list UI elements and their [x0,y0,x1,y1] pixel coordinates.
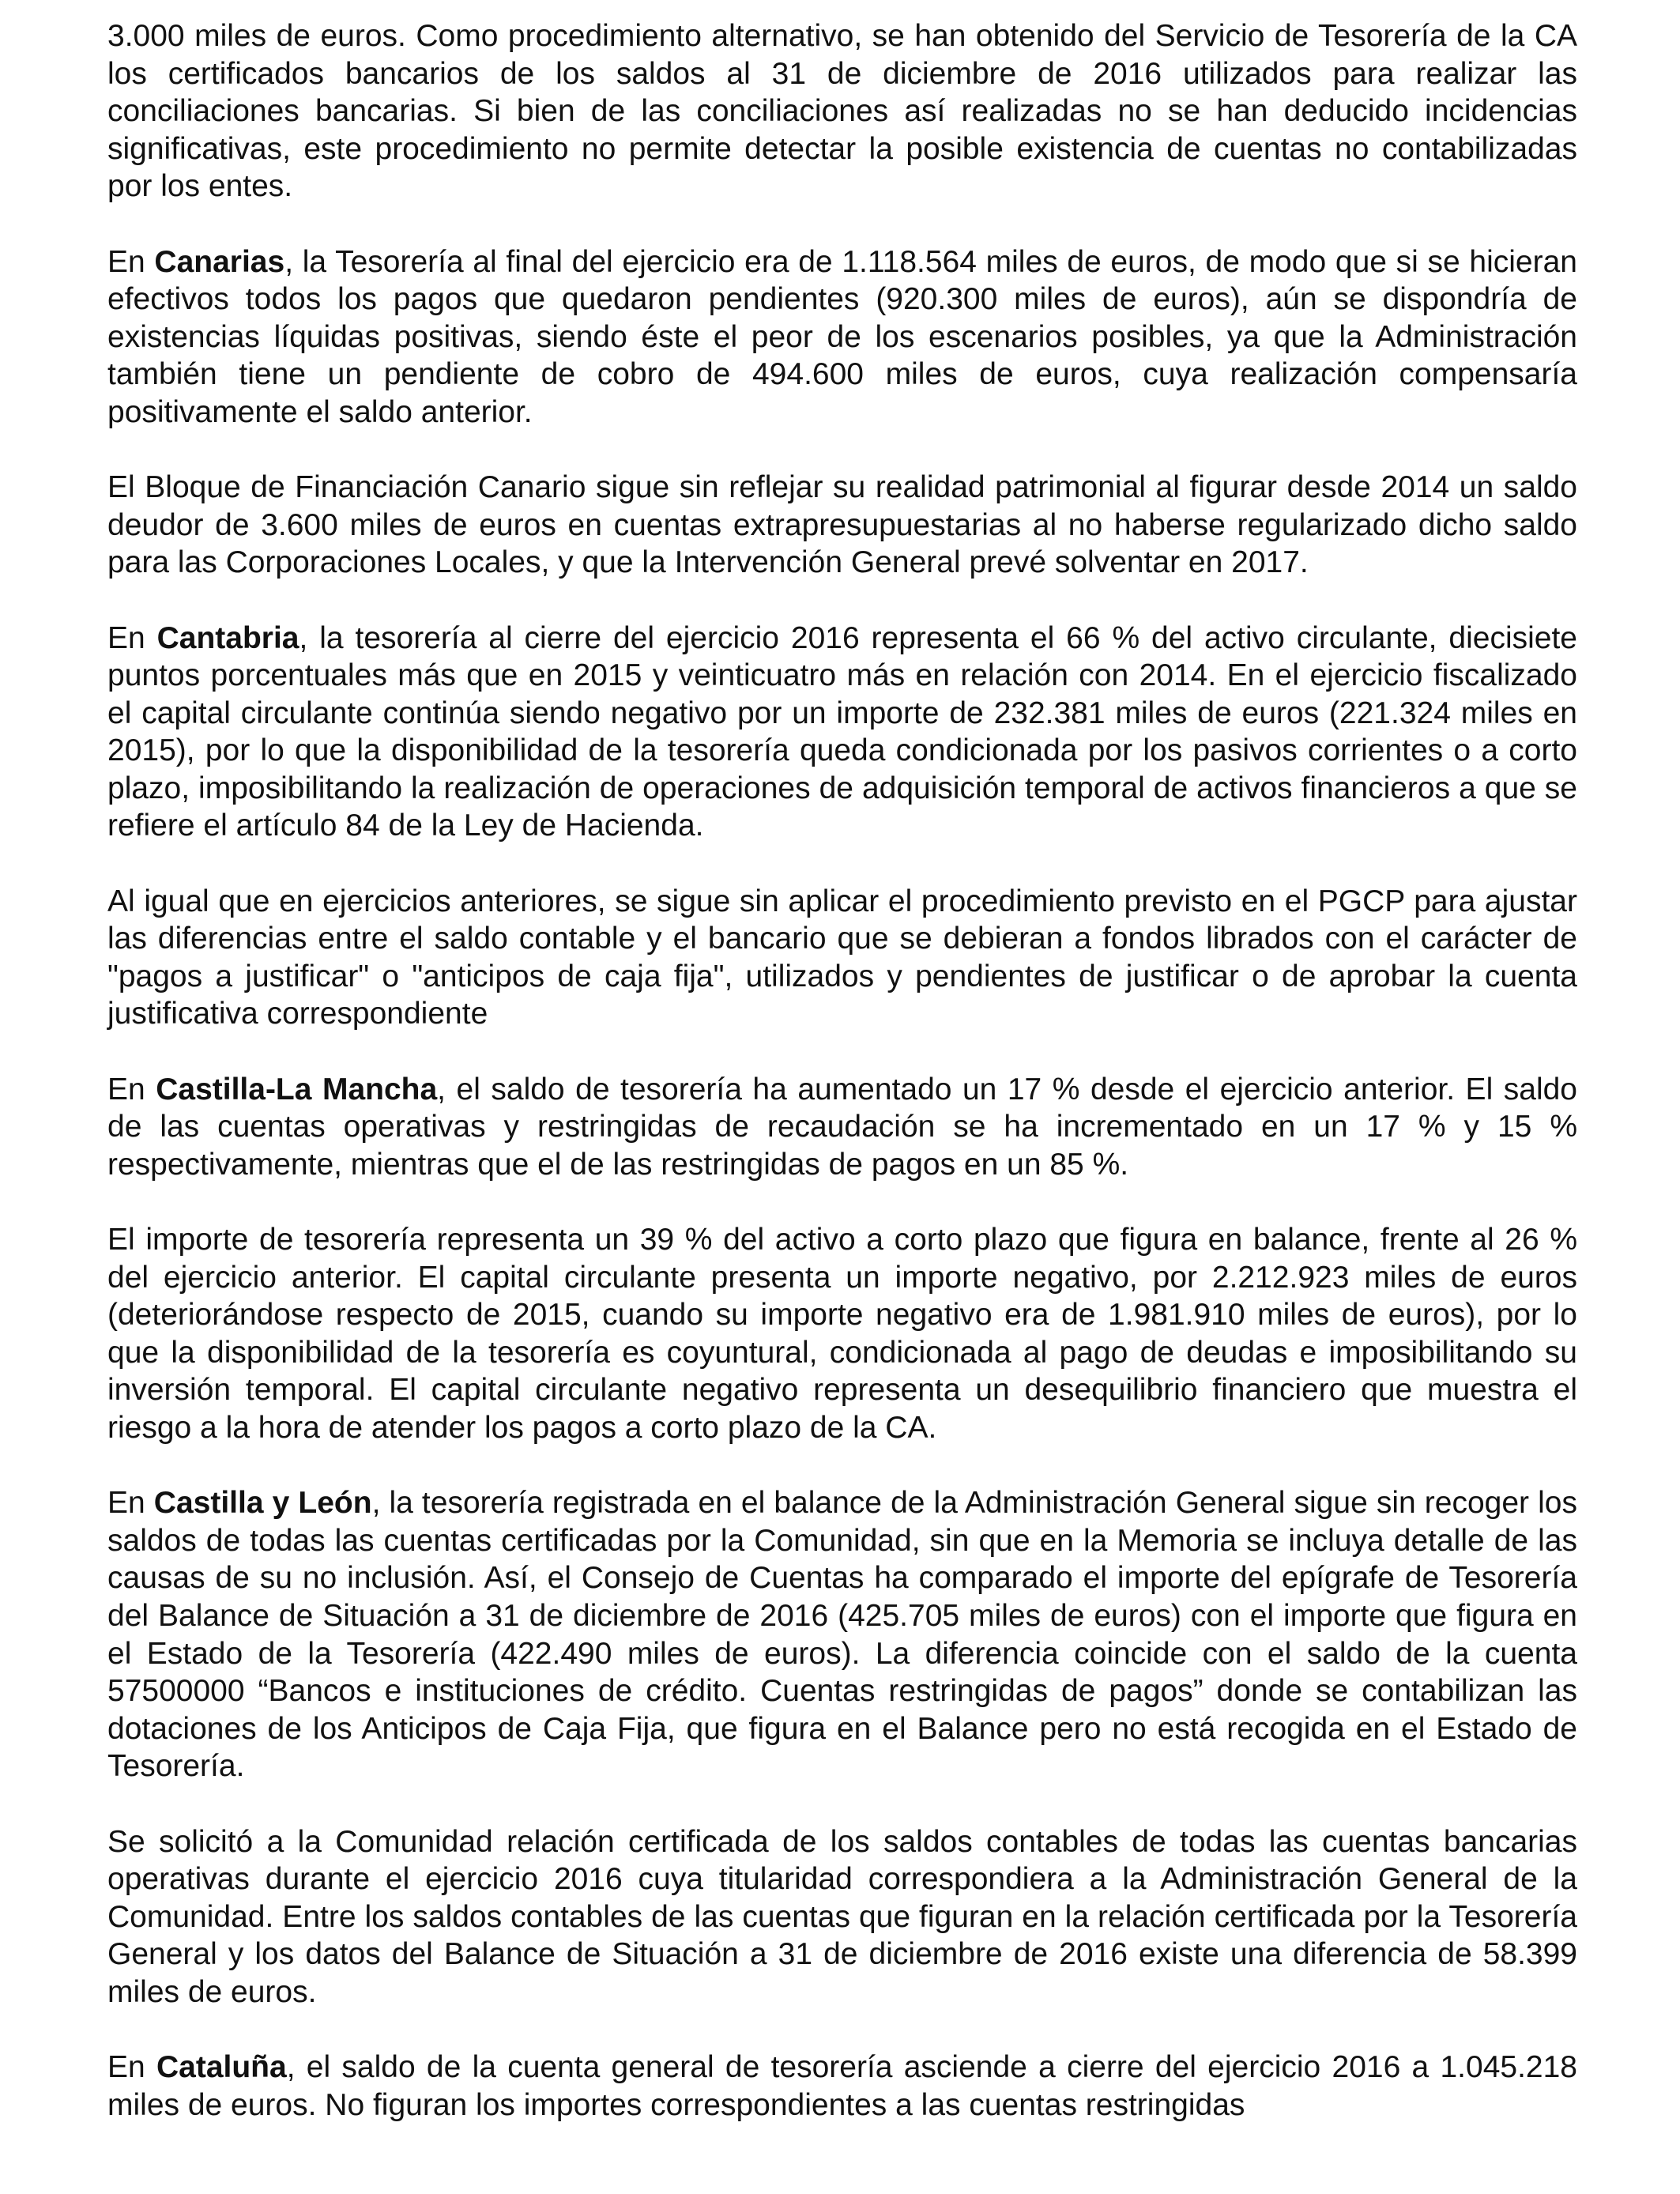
region-name-castilla-la-mancha: Castilla-La Mancha [156,1072,438,1106]
paragraph-pgcp [107,883,1577,1033]
paragraph-cantabria [107,620,1577,846]
paragraph-bloque-financiacion [107,469,1577,582]
paragraph-text: , la tesorería registrada en el balance de la Administración General sigue sin recoger los saldos de todas las cuentas certificadas por la Comunidad, sin que en la Memoria se incluya detalle de las causas de su no inclusión. Así, el Consejo de Cuentas ha comparado el importe del epígrafe de Tesorería del Balance de Situación a 31 de diciembre de 2016 (425.705 miles de euros) con el importe que figura en el Estado de la Tesorería (422.490 miles de euros). La diferencia coincide con el saldo de la cuenta 57500000 “Bancos e instituciones de crédito. Cuentas restringidas de pagos” donde se contabilizan las dotaciones de los Anticipos de Caja Fija, que figura en el Balance pero no está recogida en el Estado de Tesorería. [107,1486,1577,1784]
paragraph-cataluna [107,2049,1577,2124]
paragraph-canarias [107,243,1577,432]
region-name-canarias: Canarias [154,244,285,279]
paragraph-text: Se solicitó a la Comunidad relación certificada de los saldos contables de todas las cuentas bancarias operativas durante el ejercicio 2016 cuya titularidad correspondiera a la Administración General de la Comunidad. Entre los saldos contables de las cuentas que figuran en la relación certificada por la Tesorería General y los datos del Balance de Situación a 31 de diciembre de 2016 existe una diferencia de 58.399 miles de euros. [107,1824,1577,2009]
paragraph-text: El Bloque de Financiación Canario sigue sin reflejar su realidad patrimonial al figurar desde 2014 un saldo deudor de 3.600 miles de euros en cuentas extrapresupuestarias al no haberse regularizado dicho saldo para las Corporaciones Locales, y que la Intervención General prevé solventar en 2017. [107,470,1577,580]
paragraph-text: El importe de tesorería representa un 39 % del activo a corto plazo que figura en balance, frente al 26 % del ejercicio anterior. El capital circulante presenta un importe negativo, por 2.212.923 miles de euros (deteriorándose respecto de 2015, cuando su importe negativo era de 1.981.910 miles de euros), por lo que la disponibilidad de la tesorería es coyuntural, condicionada al pago de deudas e imposibilitando su inversión temporal. El capital circulante negativo representa un desequilibrio financiero que muestra el riesgo a la hora de atender los pagos a corto plazo de la CA. [107,1223,1577,1445]
paragraph-lead: En [107,620,157,655]
paragraph-castilla-la-mancha [107,1071,1577,1184]
paragraph-lead: En [107,2050,156,2085]
paragraph-procedimiento-alternativo [107,17,1577,205]
paragraph-lead: En [107,1072,156,1106]
document-page [107,17,1577,2162]
paragraph-relacion-certificada [107,1823,1577,2011]
paragraph-importe-tesoreria [107,1221,1577,1447]
paragraph-text: , la tesorería al cierre del ejercicio 2016 representa el 66 % del activo circulante, diecisiete puntos porcentuales más que en 2015 y veinticuatro más en relación con 2014. En el ejercicio fiscalizado el capital circulante continúa siendo negativo por un importe de 232.381 miles de euros (221.324 miles en 2015), por lo que la disponibilidad de la tesorería queda condicionada por los pasivos corrientes o a corto plazo, imposibilitando la realización de operaciones de adquisición temporal de activos financieros a que se refiere el artículo 84 de la Ley de Hacienda. [107,620,1577,843]
region-name-cataluna: Cataluña [156,2050,287,2085]
paragraph-text: , el saldo de tesorería ha aumentado un 17 % desde el ejercicio anterior. El saldo de las cuentas operativas y restringidas de recaudación se ha incrementado en un 17 % y 15 % respectivamente, mientras que el de las restringidas de pagos en un 85 %. [107,1072,1577,1182]
paragraph-text: Al igual que en ejercicios anteriores, se sigue sin aplicar el procedimiento previsto en el PGCP para ajustar las diferencias entre el saldo contable y el bancario que se debieran a fondos librados con el carácter de "pagos a justificar" o "anticipos de caja fija", utilizados y pendientes de justificar o de aprobar la cuenta justificativa correspondiente [107,884,1577,1031]
region-name-cantabria: Cantabria [156,620,299,655]
region-name-castilla-y-leon: Castilla y León [153,1486,372,1521]
paragraph-text: , la Tesorería al final del ejercicio era de 1.118.564 miles de euros, de modo que si se hicieran efectivos todos los pagos que quedaron pendientes (920.300 miles de euros), aún se dispondría de existencias líquidas positivas, siendo éste el peor de los escenarios posibles, ya que la Administración también tiene un pendiente de cobro de 494.600 miles de euros, cuya realización compensaría positivamente el saldo anterior. [107,244,1577,429]
paragraph-text: 3.000 miles de euros. Como procedimiento alternativo, se han obtenido del Servicio de Tesorería de la CA los certificados bancarios de los saldos al 31 de diciembre de 2016 utilizados para realizar las conciliaciones bancarias. Si bien de las conciliaciones así realizadas no se han deducido incidencias significativas, este procedimiento no permite detectar la posible existencia de cuentas no contabilizadas por los entes. [107,19,1577,204]
paragraph-lead: En [107,1486,154,1521]
paragraph-lead: En [107,244,155,279]
paragraph-castilla-y-leon [107,1484,1577,1785]
paragraph-text: , el saldo de la cuenta general de tesorería asciende a cierre del ejercicio 2016 a 1.045.218 miles de euros. No figuran los importes correspondientes a las cuentas restringidas [107,2050,1577,2122]
